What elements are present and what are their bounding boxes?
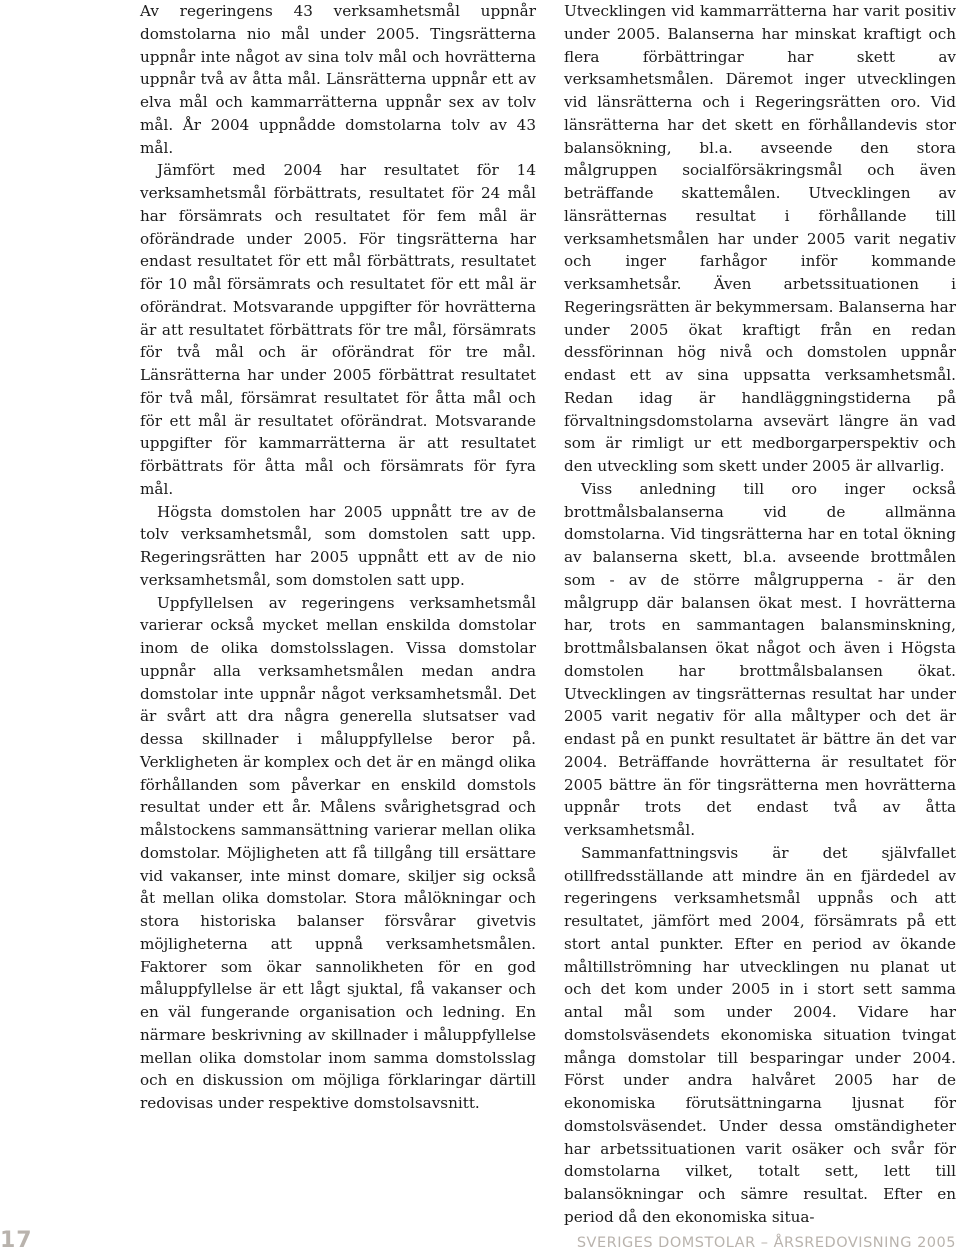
paragraph: Av regeringens 43 verksamhetsmål uppnår domstolarna nio mål under 2005. Tingsrätterna uppnår inte något av sina tolv mål och hovrätterna uppnår två av åtta mål. Länsrätterna uppnår ett av elva mål och kammarrätterna uppnår sex av tolv mål. År 2004 uppnådde domstolarna tolv av 43 mål. — [140, 2, 536, 157]
page-number: 17 — [0, 1228, 33, 1253]
running-footer-title: SVERIGES DOMSTOLAR – ÅRSREDOVISNING 2005 — [576, 1235, 956, 1251]
right-column — [564, 0, 956, 1229]
paragraph: Utvecklingen vid kammarrätterna har varit positiv under 2005. Balanserna har minskat kraftigt och flera förbättringar har skett av verksamhetsmålen. Däremot inger utvecklingen vid länsrätterna och i Regeringsrätten oro. Vid länsrätterna har det skett en förhållandevis stor balansökning, bl.a. avseende den stora målgruppen socialförsäkringsmål och även beträffande skattemålen. Utvecklingen av länsrätternas resultat i förhållande till verksamhetsmålen har under 2005 varit negativ och inger farhågor inför kommande verksamhetsår. Även arbetssituationen i Regeringsrätten är bekymmersam. Balanserna har under 2005 ökat kraftigt från en redan dessförinnan hög nivå och domstolen uppnår endast ett av sina uppsatta verksamhetsmål. Redan idag är handläggningstiderna på förvaltningsdomstolarna avsevärt längre än vad som är rimligt ur ett medborgarperspektiv och den utveckling som skett under 2005 är allvarlig. — [564, 2, 956, 475]
paragraph: Uppfyllelsen av regeringens verksamhetsmål varierar också mycket mellan enskilda domstolar inom de olika domstolsslagen. Vissa domstolar uppnår alla verksamhetsmålen medan andra domstolar inte uppnår något verksamhetsmål. Det är svårt att dra några generella slutsatser vad dessa skillnader i måluppfyllelse beror på. Verkligheten är komplex och det är en mängd olika förhållanden som påverkar en enskild domstols resultat under ett år. Målens svårighetsgrad och målstockens sammansättning varierar mellan olika domstolar. Möjligheten att få tillgång till ersättare vid vakanser, inte minst domare, skiljer sig också åt mellan olika domstolar. Stora målökningar och stora historiska balanser försvårar givetvis möjligheterna att uppnå verksamhetsmålen. Faktorer som ökar sannolikheten för en god måluppfyllelse är ett lågt sjuktal, få vakanser och en väl fungerande organisation och ledning. En närmare beskrivning av skillnader i måluppfyllelse mellan olika domstolar inom samma domstolsslag och en diskussion om möjliga förklaringar därtill redovisas under respektive domstolsavsnitt. — [140, 593, 536, 1112]
paragraph: Sammanfattningsvis är det självfallet otillfredsställande att mindre än en fjärdedel av regeringens verksamhetsmål uppnås och att resultatet, jämfört med 2004, försämrats på ett stort antal punkter. Efter en period av ökande måltillströmning har utvecklingen nu planat ut och det kom under 2005 in i stort sett samma antal mål som under 2004. Vidare har domstolsväsendets ekonomiska situation tvingat många domstolar till besparingar under 2004. Först under andra halvåret 2005 har de ekonomiska förutsättningarna ljusnat för domstolsväsendet. Under dessa omständigheter har arbetssituationen varit osäker och svår för domstolarna vilket, totalt sett, lett till balansökningar och sämre resultat. Efter en period då den ekonomiska situa- — [564, 843, 956, 1226]
paragraph: Jämfört med 2004 har resultatet för 14 verksamhetsmål förbättrats, resultatet för 24 mål har försämrats och resultatet för fem mål är oförändrade under 2005. För tingsrätterna har endast resultatet för ett mål förbättrats, resultatet för 10 mål försämrats och resultatet för ett mål är oförändrat. Motsvarande uppgifter för hovrätterna är att resultatet förbättrats för tre mål, försämrats för två mål och är oförändrat för tre mål. Länsrätterna har under 2005 förbättrat resultatet för två mål, försämrat resultatet för åtta mål och för ett mål är resultatet oförändrat. Motsvarande uppgifter för kammarrätterna är att resultatet förbättrats för åtta mål och försämrats för fyra mål. — [140, 161, 536, 498]
paragraph: Högsta domstolen har 2005 uppnått tre av de tolv verksamhetsmål, som domstolen satt upp. Regeringsrätten har 2005 uppnått ett av de nio verksamhetsmål, som domstolen satt upp. — [140, 502, 536, 589]
paragraph: Viss anledning till oro inger också brottmålsbalanserna vid de allmänna domstolarna. Vid tingsrätterna har en total ökning av balanserna skett, bl.a. avseende brottmålen som - av de större målgrupperna - är den målgrupp där balansen ökat mest. I hovrätterna har, trots en sammantagen balansminskning, brottmålsbalansen ökat något och även i Högsta domstolen har brottmålsbalansen ökat. Utvecklingen av tingsrätternas resultat har under 2005 varit negativ för alla måltyper och det är endast på en punkt resultatet är bättre än det var 2004. Beträffande hovrätterna är resultatet för 2005 bättre än för tingsrätterna men hovrätterna uppnår trots det endast två av åtta verksamhetsmål. — [564, 479, 956, 839]
left-column — [140, 0, 536, 1115]
